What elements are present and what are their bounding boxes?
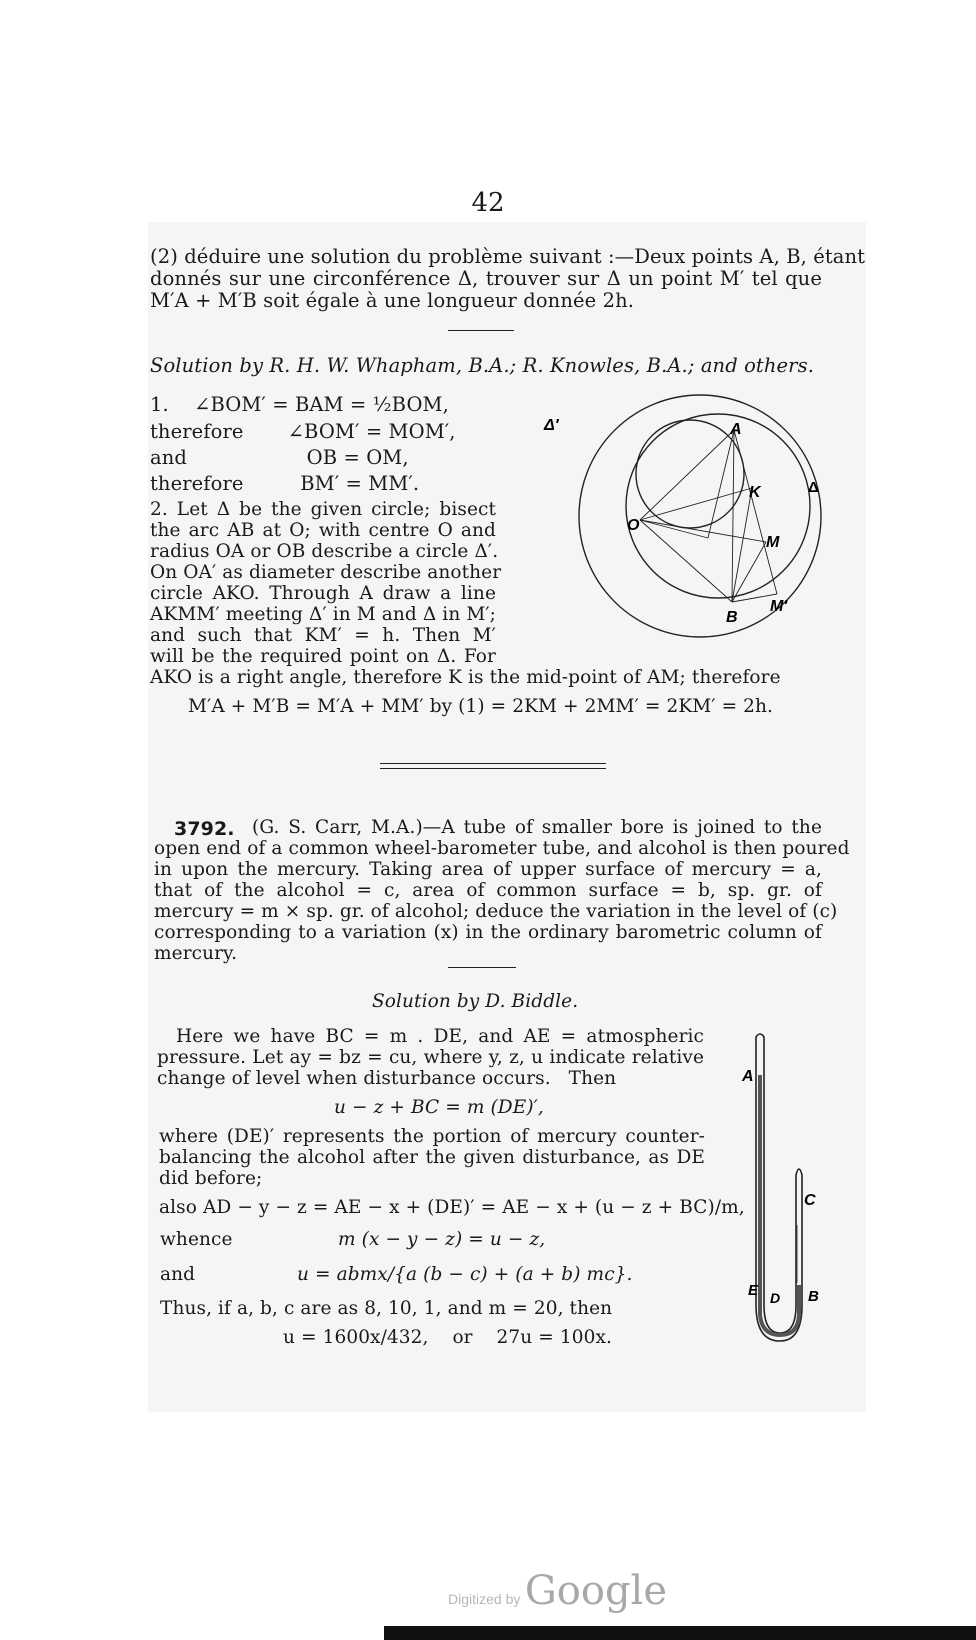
baro-label-e: E [748,1282,759,1299]
circle-geometry-figure [500,390,840,660]
solution2-and-equation: u = abmx/{a (b − c) + (a + b) mc}. [297,1264,633,1285]
solution1-final-equation: M′A + M′B = M′A + MM′ by (1) = 2KM + 2MM′ = 2KM′ = 2h. [188,696,774,717]
solution1-para2-line-7: and such that KM′ = h. Then M′ [150,625,496,646]
construction-lines [640,430,777,602]
solution2-whence-label: whence [160,1229,233,1250]
problem-line-3: in upon the mercury. Taking area of upper surface of mercury = a, [154,859,822,880]
solution2-heading: Solution by D. Biddle. [372,991,579,1012]
solution2-final-equation: u = 1600x/432, or 27u = 100x. [283,1327,612,1348]
problem-divider [448,967,516,968]
page-number: 42 [471,188,505,218]
barometer-tube-figure [736,1025,832,1355]
label-o: O [627,517,640,534]
label-m-prime: M′ [770,598,788,615]
solution1-para2-line-1: 2. Let Δ be the given circle; bisect [150,499,496,520]
solution1-para2-line-5: circle AKO. Through A draw a line [150,583,496,604]
solution2-thus-line: Thus, if a, b, c are as 8, 10, 1, and m = 20, then [160,1298,613,1319]
problem-line-6: corresponding to a variation (x) in the ordinary barometric column of [154,922,822,943]
label-delta-prime: Δ′ [544,417,559,434]
solution1-para2-line-8: will be the required point on Δ. For [150,646,496,667]
section-divider-short [448,330,514,331]
solution1-para2-line-3: radius OA or OB describe a circle Δ′. [150,541,499,562]
baro-label-b: B [808,1288,819,1305]
problem-number: 3792. [174,818,235,840]
label-a: A [730,421,742,438]
solution2-para1-line-3: change of level when disturbance occurs. Then [157,1068,617,1089]
label-b: B [726,609,738,626]
circle-delta-prime [626,414,810,598]
solution2-para1-line-2: pressure. Let ay = bz = cu, where y, z, u indicate relative [157,1047,704,1068]
solution1-para2-line-2: the arc AB at O; with centre O and [150,520,496,541]
baro-label-d: D [770,1290,781,1306]
label-delta: Δ [808,479,819,496]
label-m: M [766,534,780,551]
baro-label-a: A [742,1068,754,1085]
solution2-equation-1: u − z + BC = m (DE)′, [334,1097,544,1118]
problem-line-1: (G. S. Carr, M.A.)—A tube of smaller bore is joined to the [252,817,822,838]
solution2-and-label: and [160,1264,196,1285]
intro-line-2: donnés sur une circonférence Δ, trouver sur Δ un point M′ tel que [150,267,822,290]
solution2-para1-line-1: Here we have BC = m . DE, and AE = atmospheric [176,1026,704,1047]
solution1-para2-line-6: AKMM′ meeting Δ′ in M and Δ in M′; [150,604,496,625]
solution2-para2-line-1: where (DE)′ represents the portion of mercury counter- [159,1126,705,1147]
intro-line-1: (2) déduire une solution du problème suivant :—Deux points A, B, étant [150,245,866,268]
solution1-step-2: therefore ∠BOM′ = MOM′, [150,420,456,443]
digitized-watermark [448,1568,667,1614]
problem-line-5: mercury = m × sp. gr. of alcohol; deduce the variation in the level of (c) [154,901,838,922]
problem-line-7: mercury. [154,943,238,964]
label-k: K [749,484,761,501]
double-rule-top [380,763,606,764]
solution2-also-line: also AD − y − z = AE − x + (DE)′ = AE − x + (u − z + BC)/m, [159,1197,745,1218]
solution2-para2-line-2: balancing the alcohol after the given disturbance, as DE [159,1147,705,1168]
scan-edge-bar [384,1626,976,1640]
solution1-step-4: therefore BM′ = MM′. [150,472,420,495]
solution2-para2-line-3: did before; [159,1168,263,1189]
problem-line-2: open end of a common wheel-barometer tube, and alcohol is then poured [154,838,850,859]
solution1-step-1: 1. ∠BOM′ = BAM = ½BOM, [150,393,449,416]
digitized-by-text: Digitized by [448,1591,521,1607]
problem-line-4: that of the alcohol = c, area of common surface = b, sp. gr. of [154,880,822,901]
solution2-whence-equation: m (x − y − z) = u − z, [338,1229,546,1250]
solution1-para2-line-4: On OA′ as diameter describe another [150,562,502,583]
double-rule-bottom [380,768,606,769]
solution1-step-3: and OB = OM, [150,446,409,469]
solution1-heading: Solution by R. H. W. Whapham, B.A.; R. Knowles, B.A.; and others. [150,354,814,377]
baro-label-c: C [804,1192,816,1209]
intro-line-3: M′A + M′B soit égale à une longueur donnée 2h. [150,289,635,312]
google-logo-text: Google [524,1568,668,1614]
solution1-continuation: AKO is a right angle, therefore K is the mid-point of AM; therefore [150,667,781,688]
